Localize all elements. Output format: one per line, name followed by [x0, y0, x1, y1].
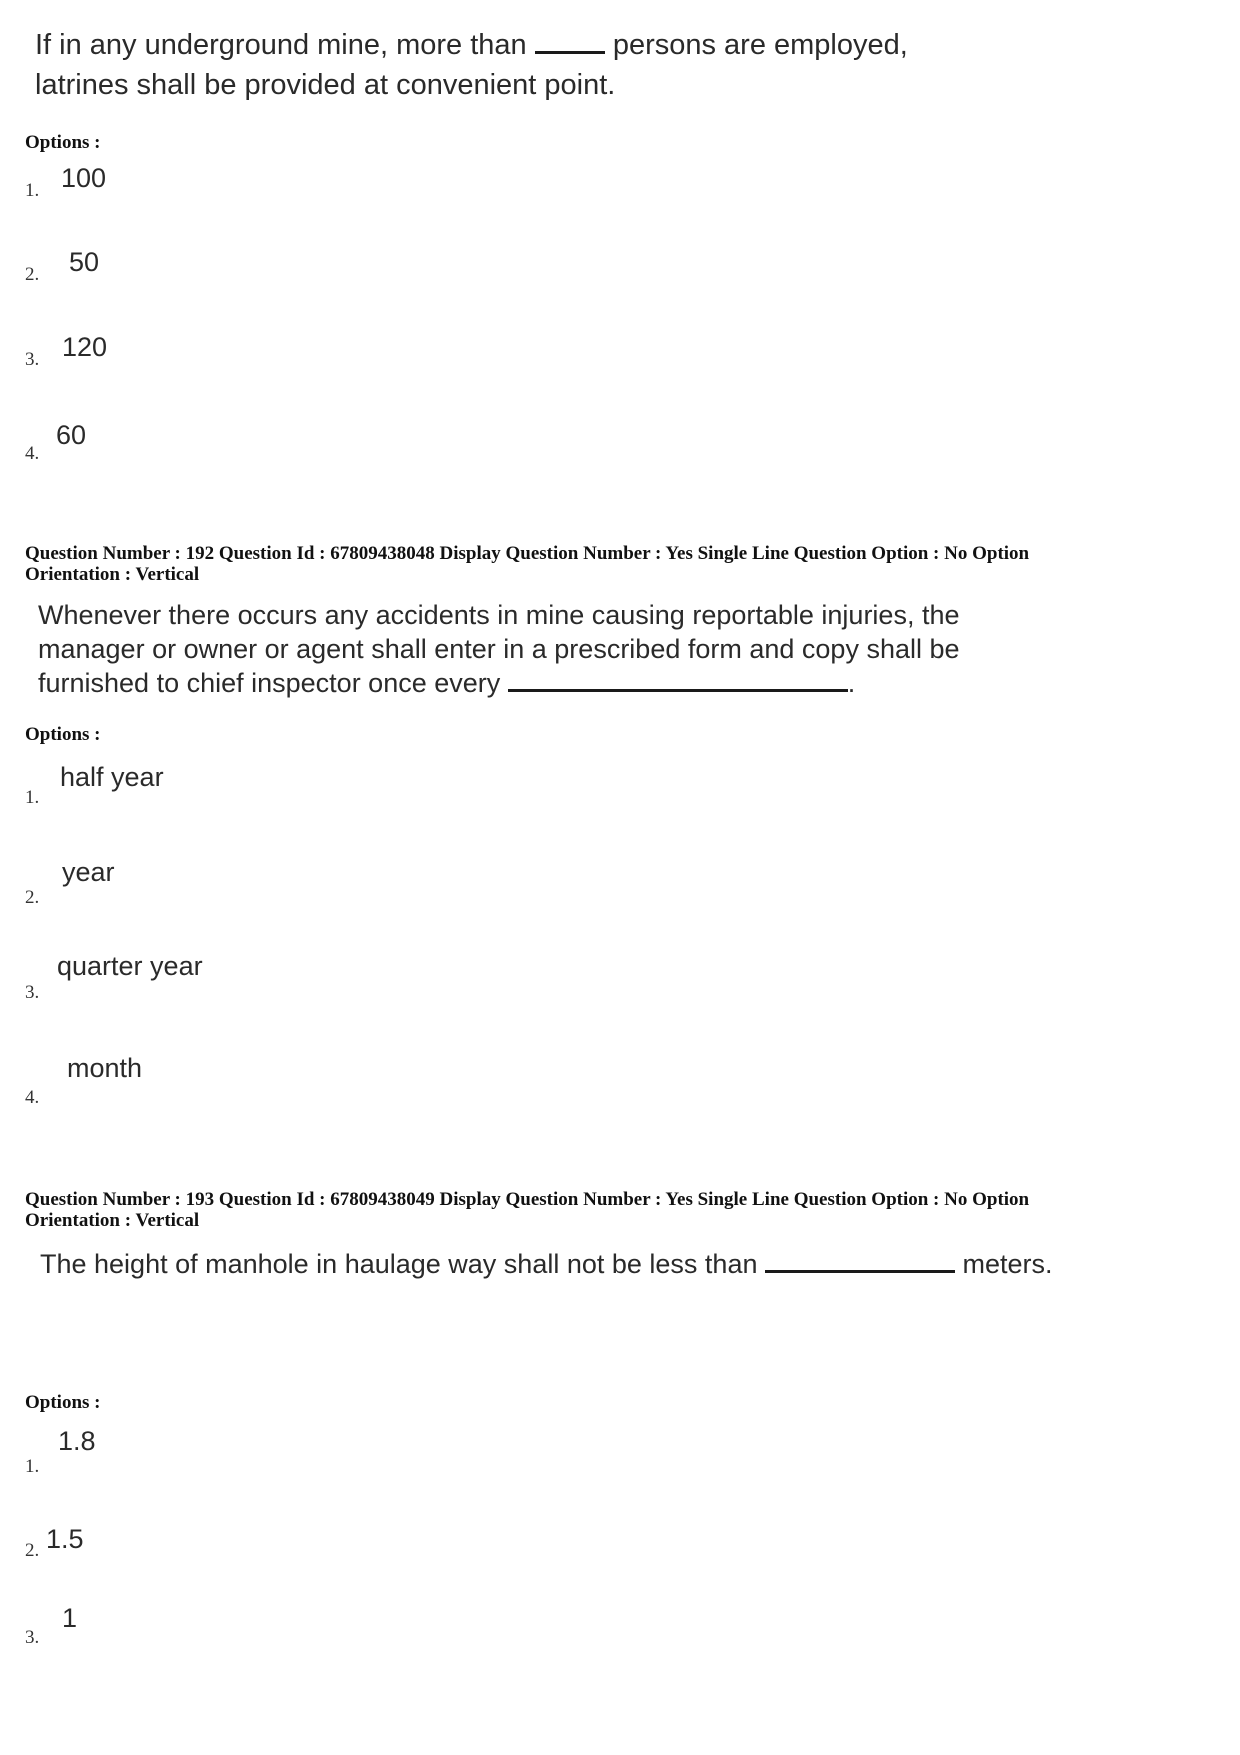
q191-text-part-1: If in any underground mine, more than: [35, 29, 527, 61]
q192-answer-blank: [508, 685, 848, 692]
q193-option-1-text[interactable]: 1.8: [58, 1426, 96, 1456]
q192-option-3-number: 3.: [25, 982, 40, 1003]
q193-options-label: Options :: [25, 1392, 101, 1413]
q191-option-3-text[interactable]: 120: [62, 332, 108, 362]
q191-options-label: Options :: [25, 132, 101, 153]
q191-option-4-text[interactable]: 60: [56, 420, 87, 450]
q191-option-2-number: 2.: [25, 264, 40, 285]
q193-option-2-number: 2.: [25, 1540, 40, 1561]
q191-option-2-text[interactable]: 50: [69, 247, 100, 277]
q191-question-line-1: [35, 28, 908, 62]
q193-option-2-text[interactable]: 1.5: [46, 1524, 84, 1554]
q192-meta-line-1: Question Number : 192 Question Id : 67809438048 Display Question Number : Yes Single Line Question Option : No Option: [25, 543, 1030, 564]
q191-text-part-2: persons are employed,: [612, 29, 908, 61]
q192-question-line-3: [38, 666, 855, 700]
q192-option-1-number: 1.: [25, 787, 40, 808]
q192-option-4-number: 4.: [25, 1087, 40, 1108]
q191-option-3-number: 3.: [25, 349, 40, 370]
q192-option-2-number: 2.: [25, 887, 40, 908]
q193-option-1-number: 1.: [25, 1456, 40, 1477]
q193-question-line-1: [40, 1247, 1053, 1281]
q192-option-1-text[interactable]: half year: [60, 762, 164, 792]
q192-option-3-text[interactable]: quarter year: [57, 951, 203, 981]
q193-answer-blank: [765, 1266, 955, 1273]
q192-option-2-text[interactable]: year: [62, 857, 115, 887]
q192-question-line-2: manager or owner or agent shall enter in a prescribed form and copy shall be: [38, 634, 960, 664]
q193-option-3-number: 3.: [25, 1627, 40, 1648]
q192-meta-line-2: Orientation : Vertical: [25, 564, 200, 585]
q193-text-part-2: meters.: [962, 1249, 1053, 1279]
q193-meta-line-2: Orientation : Vertical: [25, 1210, 200, 1231]
q191-answer-blank: [535, 47, 605, 54]
q192-options-label: Options :: [25, 724, 101, 745]
q192-option-4-text[interactable]: month: [67, 1053, 143, 1083]
q192-question-line-1: Whenever there occurs any accidents in mine causing reportable injuries, the: [38, 600, 960, 630]
q192-text-part-1: furnished to chief inspector once every: [38, 668, 501, 698]
q193-meta-line-1: Question Number : 193 Question Id : 67809438049 Display Question Number : Yes Single Line Question Option : No Option: [25, 1189, 1030, 1210]
q191-option-4-number: 4.: [25, 443, 40, 464]
q191-question-line-2: latrines shall be provided at convenient point.: [35, 69, 616, 101]
q192-text-period: .: [847, 668, 856, 698]
q191-option-1-number: 1.: [25, 180, 40, 201]
q191-option-1-text[interactable]: 100: [61, 163, 107, 193]
q193-text-part-1: The height of manhole in haulage way shall not be less than: [40, 1249, 758, 1279]
q193-option-3-text[interactable]: 1: [62, 1603, 78, 1633]
